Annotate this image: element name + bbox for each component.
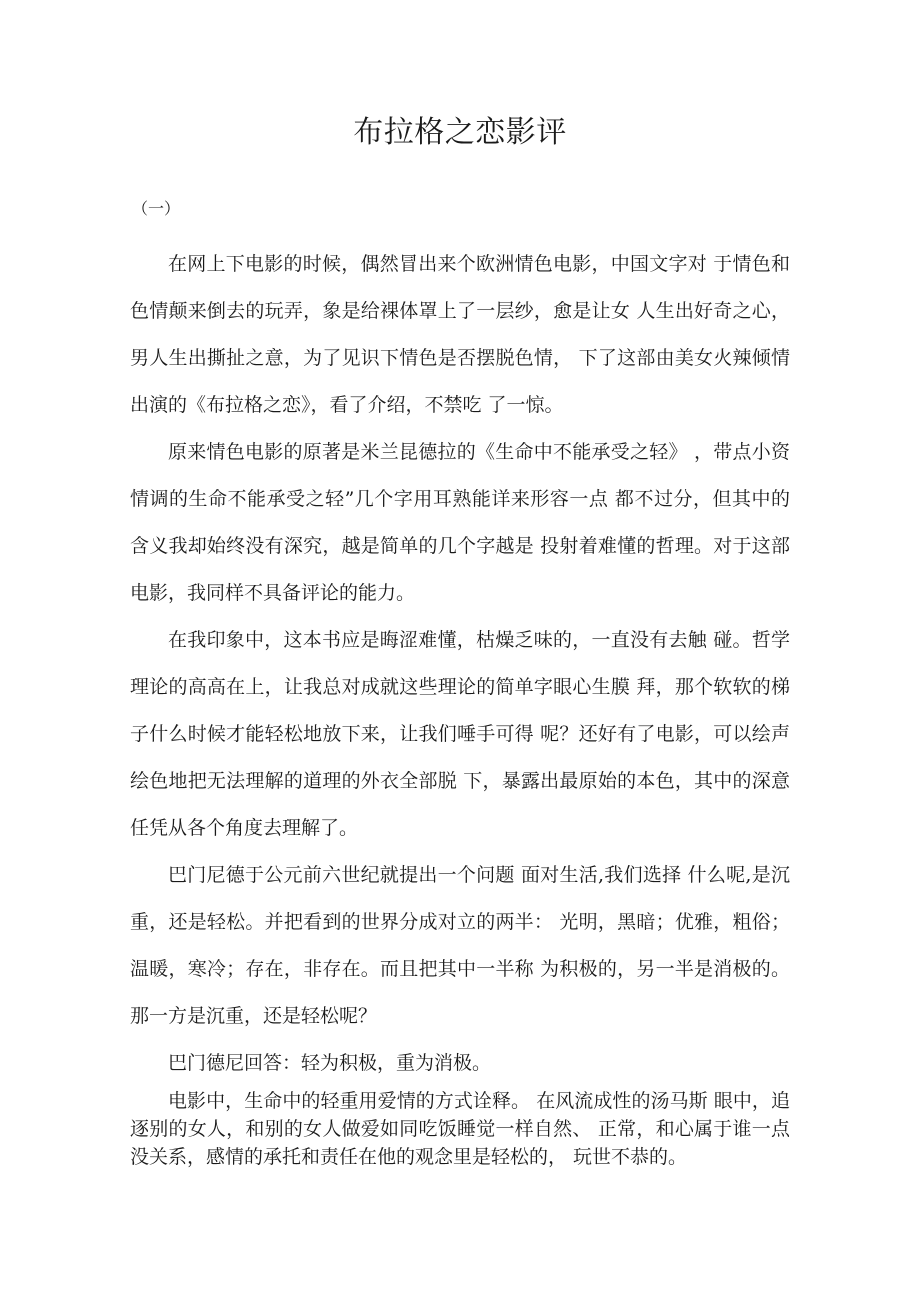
paragraph-5: 巴门德尼回答：轻为积极，重为消极。: [168, 1052, 492, 1074]
document-content: [130, 0, 790, 1171]
paragraph-6: 电影中，生命中的轻重用爱情的方式诠释。 在风流成性的汤马斯 眼中，追逐别的女人，和别的女人做爱如同吃饭睡觉一样自然、 正常，和心属于谁一点没关系，感情的承托和责任在他的观念里是轻松的， 玩世不恭的。: [130, 1090, 790, 1168]
paragraph-4: 巴门尼德于公元前六世纪就提出一个问题 面对生活,我们选择 什么呢,是沉重，还是轻松。并把看到的世界分成对立的两半： 光明，黑暗；优雅，粗俗；温暖，寒冷；存在，非存在。而且把其中一半称 为积极的，另一半是消极的。那一方是沉重，还是轻松呢？: [130, 864, 790, 1027]
paragraph-1: 在网上下电影的时候，偶然冒出来个欧洲情色电影，中国文字对 于情色和色情颠来倒去的玩弄，象是给裸体罩上了一层纱，愈是让女 人生出好奇之心，男人生出撕扯之意，为了见识下情色是否摆脱色情， 下了这部由美女火辣倾情出演的《布拉格之恋》，看了介绍，不禁吃 了一惊。: [130, 253, 790, 416]
paragraph-3: 在我印象中，这本书应是晦涩难懂，枯燥乏味的，一直没有去触 碰。哲学理论的高高在上，让我总对成就这些理论的简单字眼心生膜 拜，那个软软的梯子什么时候才能轻松地放下来，让我们唾手可得 呢？还好有了电影，可以绘声绘色地把无法理解的道理的外衣全部脱 下，暴露出最原始的本色，其中的深意任凭从各个角度去理解了。: [130, 629, 790, 839]
document-body: [130, 217, 790, 1171]
section-marker: （一）: [132, 199, 181, 218]
paragraph-2: 原来情色电影的原著是米兰昆德拉的《生命中不能承受之轻》 ，带点小资情调的生命不能承受之轻”几个字用耳熟能详来形容一点 都不过分，但其中的含义我却始终没有深究，越是简单的几个字越是 投射着难懂的哲理。对于这部电影，我同样不具备评论的能力。: [130, 441, 790, 604]
page-title: 布拉格之恋影评: [353, 115, 567, 150]
